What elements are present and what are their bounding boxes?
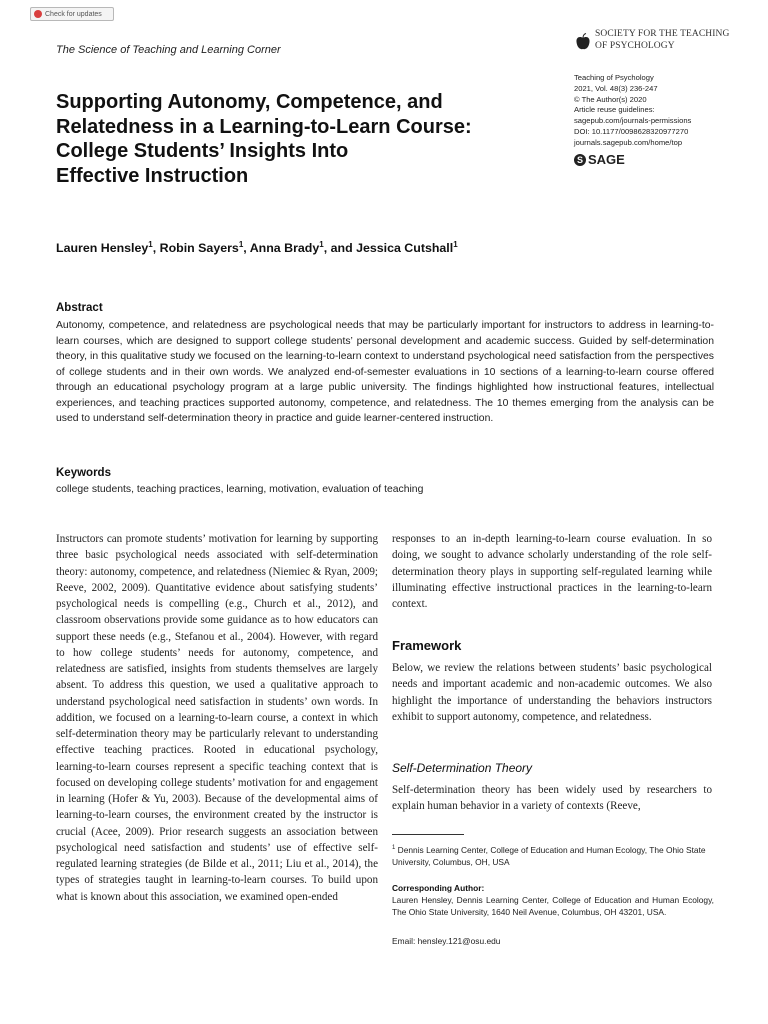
society-name-line2: OF PSYCHOLOGY — [595, 41, 675, 51]
title-line: Supporting Autonomy, Competence, and — [56, 91, 443, 113]
author-name: Lauren Hensley — [56, 241, 149, 256]
corresponding-author-heading: Corresponding Author: — [392, 883, 485, 893]
author-affiliation-mark: 1 — [319, 240, 324, 249]
society-logo — [576, 29, 730, 59]
reuse-guidelines-label: Article reuse guidelines: — [574, 105, 655, 115]
subsection-heading-sdt: Self-Determination Theory — [392, 761, 533, 775]
sage-logo-icon: S — [574, 154, 586, 166]
society-name-line1: SOCIETY FOR THE TEACHING — [595, 29, 730, 39]
author-separator: , — [152, 241, 160, 256]
check-for-updates-label: Check for updates — [45, 10, 102, 18]
copyright: © The Author(s) 2020 — [574, 94, 647, 104]
permissions-link[interactable]: sagepub.com/journals-permissions — [574, 116, 692, 126]
keywords-heading: Keywords — [56, 467, 111, 479]
abstract-text: Autonomy, competence, and relatedness are psychological needs that may be particularly important for instructors to address in learning-to-learn courses, which are designed to support college students’ personal development and academic success. Guided by self-determination theory, in this qualitative study we focused on the learning-to-learn context to understand psychological need satisfaction from the perspectives of college students and in their own words. We analyzed end-of-semester evaluations in 10 sections of a learning-to-learn course offered through an educational psychology program at a large public university. The findings highlighted how instructional features, intellectual experiences, and teaching practices supported autonomy, competence, and relatedness. The 10 themes emerging from the analysis can be used to understand self-determination theory in practice and guide learner-centered instruction. — [56, 320, 714, 424]
body-paragraph: Self-determination theory has been widely used by researchers to explain human behavior in a variety of contexts (Reeve, — [392, 784, 712, 813]
publisher-name: SAGE — [588, 152, 625, 167]
abstract-heading: Abstract — [56, 302, 103, 314]
author-name: Jessica Cutshall — [356, 241, 454, 256]
author-affiliation-mark: 1 — [148, 240, 153, 249]
apple-icon — [576, 33, 590, 51]
section-label: The Science of Teaching and Learning Corner — [56, 44, 281, 56]
body-paragraph: Below, we review the relations between students’ basic psychological needs and important academic and non-academic outcomes. We also highlight the importance of understanding the behaviors instructors exhibit to support autonomy, competence, and relatedness. — [392, 662, 712, 723]
footnote-mark: 1 — [392, 845, 396, 851]
title-line: Relatedness in a Learning-to-Learn Course: — [56, 115, 472, 138]
keywords-text: college students, teaching practices, learning, motivation, evaluation of teaching — [56, 484, 424, 495]
author-affiliation-mark: 1 — [453, 240, 458, 249]
author-separator: , — [243, 241, 250, 256]
corresponding-email[interactable]: Email: hensley.121@osu.edu — [392, 936, 501, 946]
journal-name: Teaching of Psychology — [574, 73, 654, 82]
affiliation-footnote — [392, 842, 714, 868]
doi-link[interactable]: DOI: 10.1177/0098628320977270 — [574, 126, 689, 136]
author-list — [56, 240, 458, 255]
publisher-logo — [574, 152, 625, 167]
article-title — [56, 90, 556, 188]
footnote-divider — [392, 834, 464, 835]
affiliation-text: Dennis Learning Center, College of Education and Human Ecology, The Ohio State University, Columbus, OH, USA — [392, 844, 706, 868]
author-separator: , and — [323, 241, 357, 256]
section-heading-framework: Framework — [392, 638, 462, 653]
author-name: Robin Sayers — [159, 241, 239, 256]
journal-volume: 2021, Vol. 48(3) 236-247 — [574, 83, 658, 93]
title-line: Effective Instruction — [56, 164, 249, 187]
title-line: College Students’ Insights Into — [56, 140, 349, 162]
body-column-left: Instructors can promote students’ motivation for learning by supporting three basic psychological needs associated with self-determination theory: autonomy, competence, and relatedness (Niemiec & Ryan, 2009; Reeve, 2002, 2009). Quantitative evidence about satisfying students’ psychological needs is compelling (e.g., Church et al., 2012), and classroom observations provide some guidance as to how educators can support these needs (e.g., Stefanou et al., 2004). However, with regard to how college students’ needs for autonomy, competence, and relatedness are satisfied, insights from students themselves are largely absent. To address this question, we used a qualitative approach to understand psychological need satisfaction in students’ own words. In addition, we focused on a learning-to-learn course, a context in which self-determination theory may be particularly relevant to understanding effective teaching practices. Rooted in educational psychology, learning-to-learn courses represent a specific teaching context that is focused on developing college students’ motivation for and engagement in learning (Hofer & Yu, 2003). Because of the developmental aims of learning-to-learn courses, the environment created by the instructor is crucial (Acee, 2009). Prior research suggests an association between psychological need satisfaction and students’ use of effective self-regulated learning strategies (de Bilde et al., 2011; Liu et al., 2014), the types of strategies taught in learning-to-learn courses. To build upon what is known about this association, we examined open-ended — [56, 533, 378, 903]
body-paragraph: responses to an in-depth learning-to-learn course evaluation. In so doing, we sought to advance scholarly understanding of the role self-determination theory plays in supporting self-regulated learning while illuminating effective instructional practices in the learning-to-learn context. — [392, 533, 712, 610]
journal-info — [574, 73, 691, 149]
corresponding-author-text: Lauren Hensley, Dennis Learning Center, College of Education and Human Ecology, The Ohio State University, 1640 Neil Avenue, Columbus, OH 43201, USA. — [392, 895, 714, 917]
journal-home-link[interactable]: journals.sagepub.com/home/top — [574, 137, 683, 147]
check-for-updates-button[interactable] — [30, 7, 114, 21]
crossmark-icon — [34, 10, 42, 18]
author-affiliation-mark: 1 — [238, 240, 244, 249]
author-name: Anna Brady — [249, 241, 320, 256]
